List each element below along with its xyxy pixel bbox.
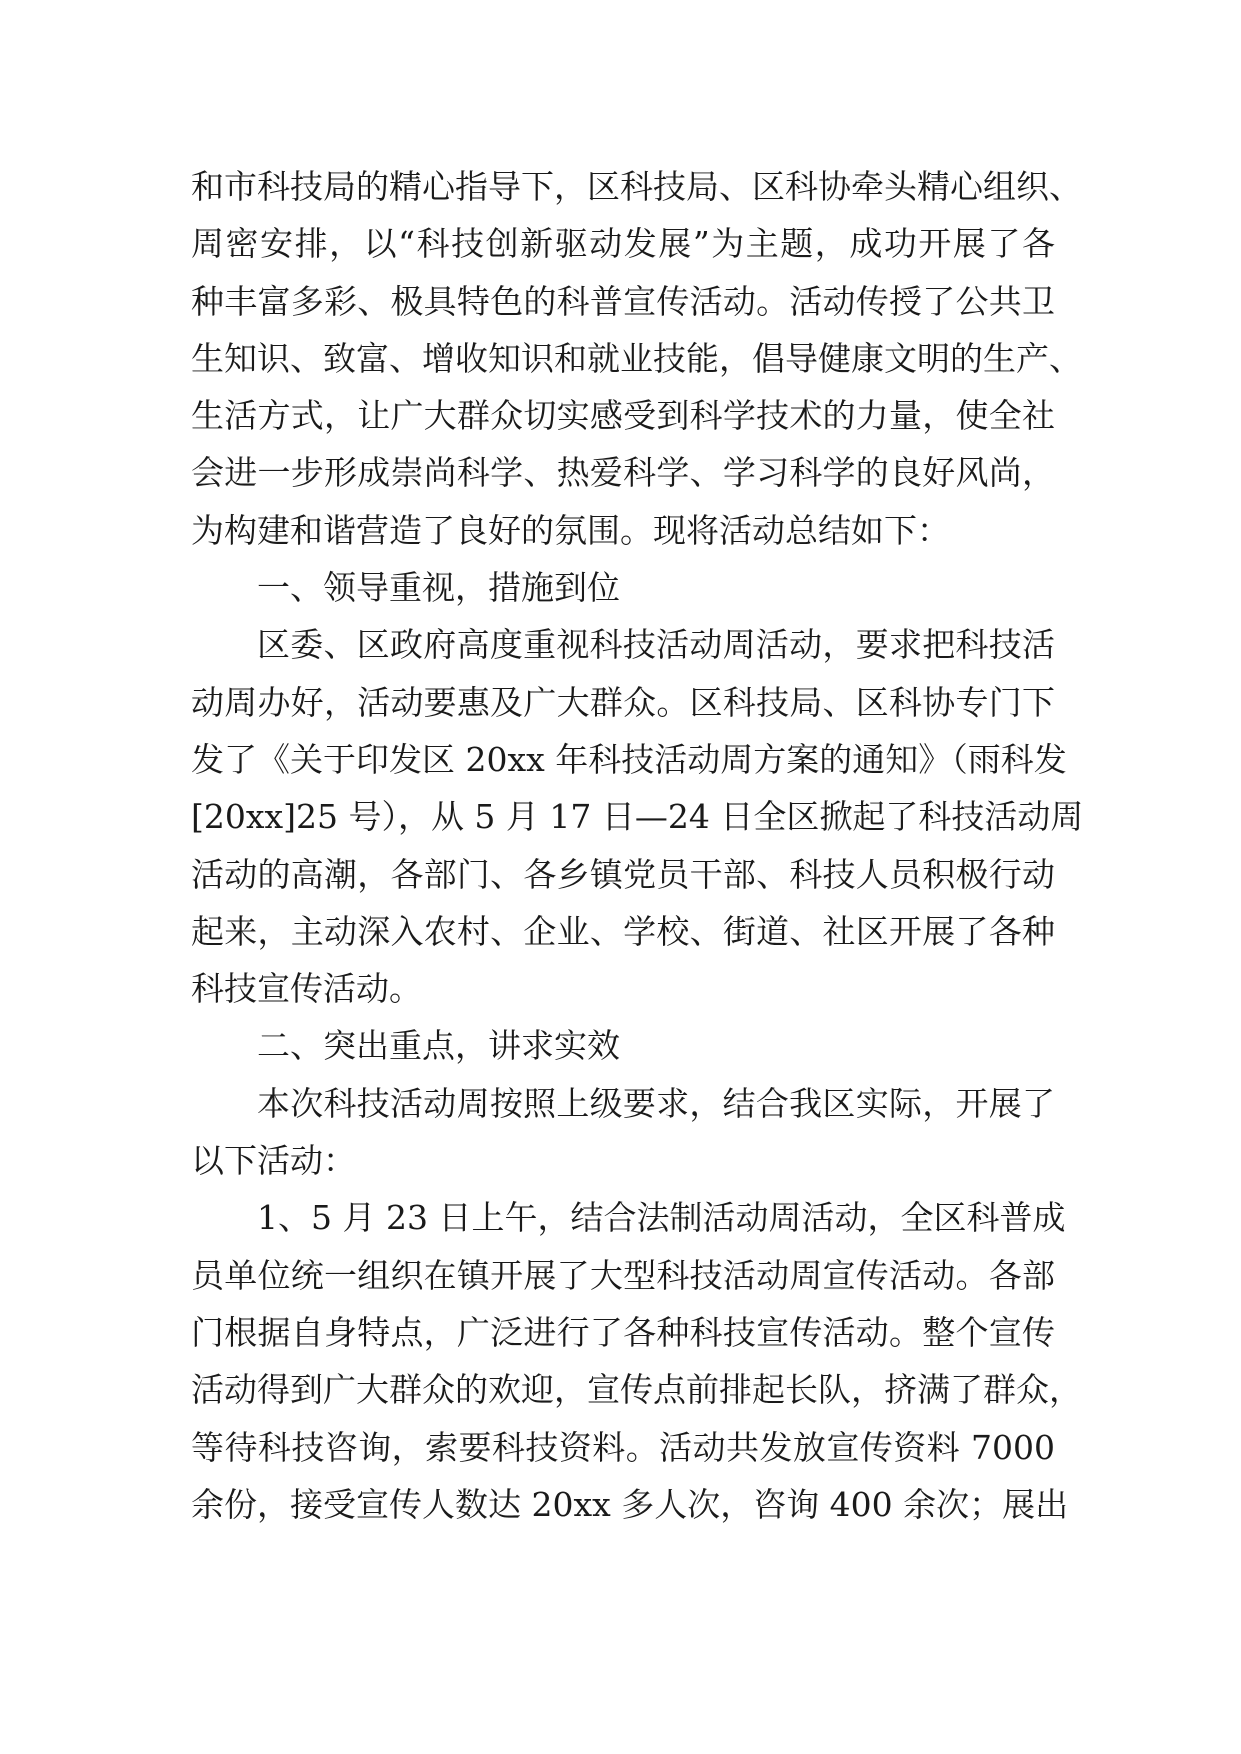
text-line: 员单位统一组织在镇开展了大型科技活动周宣传活动。各部 xyxy=(191,1255,1055,1295)
text-line: 等待科技咨询，索要科技资料。活动共发放宣传资料 7000 xyxy=(191,1427,1055,1467)
text-line: 余份，接受宣传人数达 20xx 多人次，咨询 400 余次；展出 xyxy=(191,1484,1069,1524)
text-line: 和市科技局的精心指导下，区科技局、区科协牵头精心组织、 xyxy=(191,167,1082,206)
text-line: 发了《关于印发区 20xx 年科技活动周方案的通知》（雨科发 xyxy=(191,739,1067,779)
text-line: 本次科技活动周按照上级要求，结合我区实际，开展了 xyxy=(257,1083,1055,1123)
text-line: 生知识、致富、增收知识和就业技能，倡导健康文明的生产、 xyxy=(191,338,1082,378)
text-line: 区委、区政府高度重视科技活动周活动，要求把科技活 xyxy=(257,625,1055,665)
document-body xyxy=(191,158,1084,1533)
text-line: 周密安排，以“科技创新驱动发展”为主题，成功开展了各 xyxy=(191,224,1055,264)
text-line: 活动的高潮，各部门、各乡镇党员干部、科技人员积极行动 xyxy=(191,854,1055,894)
text-line: 以下活动： xyxy=(191,1141,356,1181)
text-line: 种丰富多彩、极具特色的科普宣传活动。活动传授了公共卫 xyxy=(191,281,1055,321)
text-line: 会进一步形成崇尚科学、热爱科学、学习科学的良好风尚， xyxy=(191,453,1055,493)
text-line: 动周办好，活动要惠及广大群众。区科技局、区科协专门下 xyxy=(191,682,1055,722)
section-heading: 二、突出重点，讲求实效 xyxy=(257,1026,620,1066)
text-line: 门根据自身特点，广泛进行了各种科技宣传活动。整个宣传 xyxy=(191,1312,1055,1352)
text-line: [20xx]25 号），从 5 月 17 日—24 日全区掀起了科技活动周 xyxy=(191,797,1084,837)
text-line: 1、5 月 23 日上午，结合法制活动周活动，全区科普成 xyxy=(257,1198,1066,1238)
section-heading: 一、领导重视，措施到位 xyxy=(257,568,620,608)
text-line: 活动得到广大群众的欢迎，宣传点前排起长队，挤满了群众， xyxy=(191,1370,1082,1410)
text-line: 为构建和谐营造了良好的氛围。现将活动总结如下： xyxy=(191,510,950,550)
text-line: 生活方式，让广大群众切实感受到科学技术的力量，使全社 xyxy=(191,396,1055,436)
text-line: 科技宣传活动。 xyxy=(191,969,422,1009)
text-line: 起来，主动深入农村、企业、学校、街道、社区开展了各种 xyxy=(191,911,1055,951)
